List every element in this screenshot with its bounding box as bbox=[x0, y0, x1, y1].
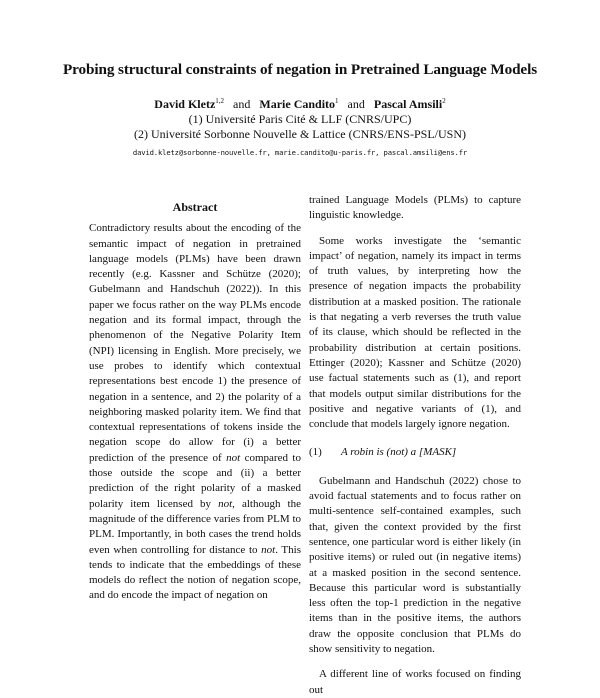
and-word-1: and bbox=[233, 97, 251, 111]
example-sentence: A robin is (not) a [MASK] bbox=[341, 446, 457, 459]
right-column bbox=[309, 193, 521, 698]
paper-title: Probing structural constraints of negation in Pretrained Language Models bbox=[62, 61, 538, 78]
and-word-2: and bbox=[347, 97, 365, 111]
example-1 bbox=[309, 445, 521, 460]
abstract-text-3: , although the magnitude of the difference varies from PLM to PLM. Importantly, in both cases the trend holds even when controlling for distance to bbox=[89, 497, 302, 556]
intro-paragraph-1: trained Language Models (PLMs) to capture linguistic knowledge. bbox=[309, 194, 521, 222]
author-3-name: Pascal Amsili bbox=[373, 97, 443, 111]
abstract-text-4: . This tends to indicate that the embeddings of these models do reflect the notion of negation scope, and do encode the impact of negation on bbox=[89, 543, 301, 602]
abstract-text-2: compared to those outside the scope and (ii) a better prediction of the right polarity of a masked polarity item licensed by bbox=[89, 451, 301, 510]
intro-paragraph-3: Gubelmann and Handschuh (2022) chose to avoid factual statements and to focus rather on multi-sentence self-contained examples, such that, given the context provided by the first sentence, one particular word is either likely (in positive items) or ruled out (in negative items) at a masked position in the second sentence. Because this particular word is substantially less often the top-1 prediction in the negative items than in the positive items, the authors draw the opposite conclusion that PLMs do show sensitivity to negation. bbox=[309, 474, 521, 656]
intro-paragraph-4: A different line of works focused on finding out bbox=[309, 668, 521, 696]
affiliation-2: (2) Université Sorbonne Nouvelle & Lattice (CNRS/ENS-PSL/USN) bbox=[134, 127, 466, 141]
left-column bbox=[89, 200, 301, 604]
author-1-name: David Kletz bbox=[154, 97, 216, 111]
abstract-em-not-1: not bbox=[226, 451, 241, 464]
author-2-name: Marie Candito bbox=[259, 97, 336, 111]
author-1-affil-marker: 1,2 bbox=[215, 97, 225, 105]
abstract-heading: Abstract bbox=[172, 200, 218, 214]
author-line bbox=[0, 97, 600, 112]
author-2-affil-marker: 1 bbox=[335, 97, 339, 105]
abstract-em-not-3: not bbox=[261, 543, 276, 556]
author-emails[interactable]: david.kletz@sorbonne-nouvelle.fr, marie.candito@u-paris.fr, pascal.amsili@ens.fr bbox=[132, 148, 468, 157]
author-3-affil-marker: 2 bbox=[442, 97, 446, 105]
intro-paragraph-2: Some works investigate the ‘semantic impact’ of negation, namely its impact in terms of truth values, by interpreting how the presence of negation impacts the probability distribution at a masked position. The rationale is that negating a verb reverses the truth value of its clause, which should be reflected in the probability distribution at certain positions. Ettinger (2020); Kassner and Schütze (2020) use factual statements such as (1), and report that models output similar distributions for the positive and negative variants of (1), and conclude that models largely ignore negation. bbox=[309, 234, 521, 431]
affiliation-1: (1) Université Paris Cité & LLF (CNRS/UPC) bbox=[188, 112, 412, 126]
example-number: (1) bbox=[309, 446, 322, 459]
abstract-em-not-2: not bbox=[218, 497, 233, 510]
abstract-text-1: Contradictory results about the encoding of the semantic impact of negation in pretrained language models (PLMs) have been drawn recently (e.g. Kassner and Schütze (2020); Gubelmann and Handschuh (2022)). In this paper we focus rather on the way PLMs encode negation and its formal impact, through the phenomenon of the Negative Polarity Item (NPI) licensing in English. More precisely, we use probes to identify which contextual representations best encode 1) the presence of negation in a sentence, and 2) the polarity of a neighboring masked polarity item. We find that contextual representations of tokens inside the negation scope do allow for (i) a better prediction of the presence of bbox=[89, 222, 301, 464]
abstract-body bbox=[89, 221, 301, 603]
